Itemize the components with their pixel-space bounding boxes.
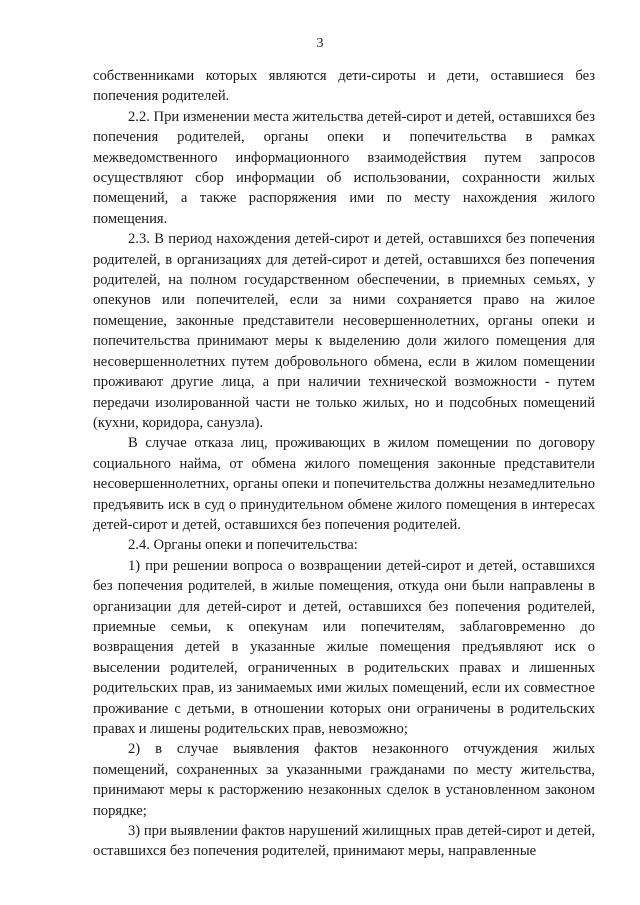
paragraph: 2.4. Органы опеки и попечительства:	[128, 537, 358, 554]
paragraph: В случае отказа лиц, проживающих в жилом помещении по договору социального найма, от обмена жилого помещения законные представители несовершеннолетних, органы опеки и попечительства должны незамедлительно предъявить иск в суд о принудительном обмене жилого помещения в интересах детей-сирот и детей, оставшихся без попечения родителей.	[93, 435, 595, 533]
paragraph: 2.2. При изменении места жительства детей-сирот и детей, оставшихся без попечения родителей, органы опеки и попечительства в рамках межведомственного информационного взаимодействия путем запросов осуществляют сбор информации об использовании, сохранности жилых помещений, а также распоряжения ими по месту нахождения жилого помещения.	[93, 108, 595, 227]
document-body	[93, 66, 595, 862]
paragraph: 2.3. В период нахождения детей-сирот и детей, оставшихся без попечения родителей, в организациях для детей-сирот и детей, оставшихся без попечения родителей, на полном государственном обеспечении, в приемных семьях, у опекунов или попечителей, если за ними сохраняется право на жилое помещение, законные представители несовершеннолетних, органы опеки и попечительства принимают меры к выделению доли жилого помещения для несовершеннолетних путем добровольного обмена, если в жилом помещении проживают другие лица, а при наличии технической возможности - путем передачи изолированной части не только жилых, но и подсобных помещений (кухни, коридора, санузла).	[93, 231, 595, 431]
paragraph: собственниками которых являются дети-сироты и дети, оставшиеся без попечения родителей.	[93, 68, 595, 105]
paragraph: 1) при решении вопроса о возвращении детей-сирот и детей, оставшихся без попечения родителей, в жилые помещения, откуда они были направлены в организации для детей-сирот и детей, оставшихся без попечения родителей, приемные семьи, к опекунам или попечителям, заблаговременно до возвращения детей в указанные жилые помещения предъявляют иск о выселении родителей, ограниченных в родительских правах и лишенных родительских прав, из занимаемых ими жилых помещений, если их совместное проживание с детьми, в отношении которых они ограничены в родительских правах и лишены родительских прав, невозможно;	[93, 557, 595, 737]
paragraph: 3) при выявлении фактов нарушений жилищных прав детей-сирот и детей, оставшихся без попечения родителей, принимают меры, направленные	[93, 823, 595, 860]
paragraph: 2) в случае выявления фактов незаконного отчуждения жилых помещений, сохраненных за указанными гражданами по месту жительства, принимают меры к расторжению незаконных сделок в установленном законом порядке;	[93, 741, 595, 819]
page-number: 3	[316, 36, 324, 51]
